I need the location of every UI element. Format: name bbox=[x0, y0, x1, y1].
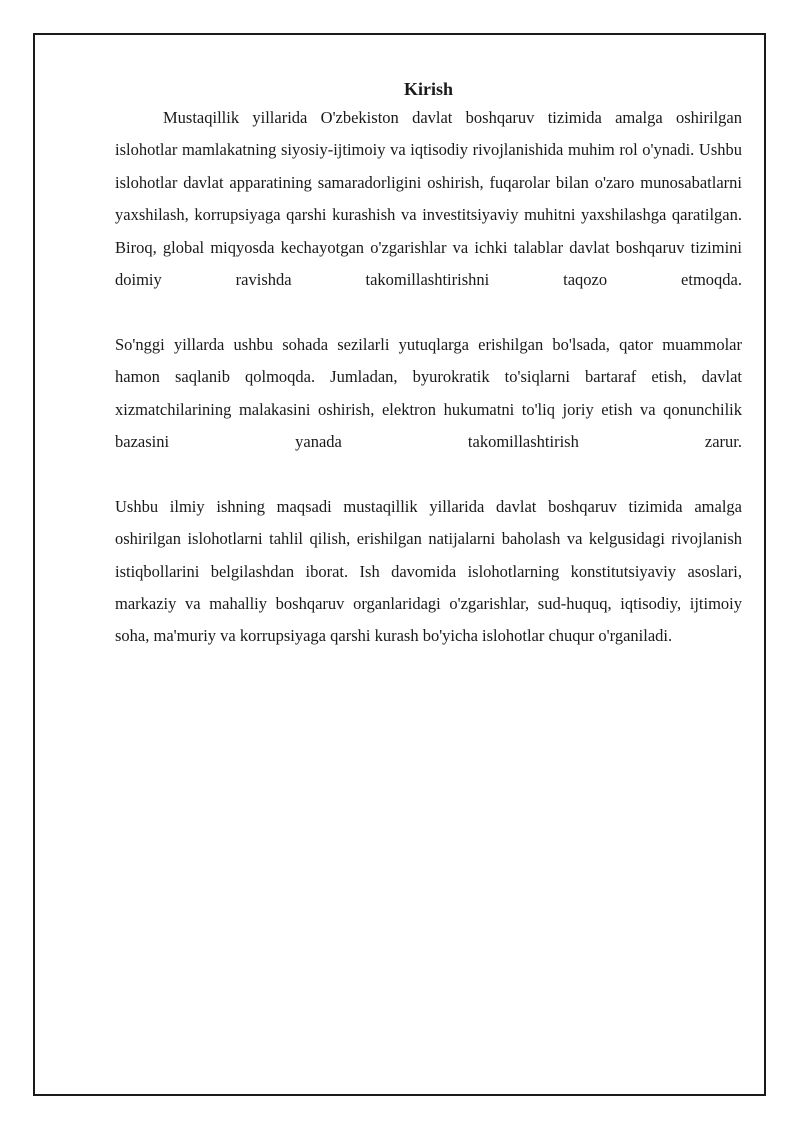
paragraph-1: Mustaqillik yillarida O'zbekiston davlat boshqaruv tizimida amalga oshirilgan islohotlar mamlakatning siyosiy-ijtimoiy va iqtisodiy rivojlanishida muhim rol o'ynadi. Ushbu islohotlar davlat apparatining samaradorligini oshirish, fuqarolar bilan o'zaro munosabatlarni yaxshilash, korrupsiyaga qarshi kurashish va investitsiyaviy muhitni yaxshilashga qaratilgan. Biroq, global miqyosda kechayotgan o'zgarishlar va ichki talablar davlat boshqaruv tizimini doimiy ravishda takomillashtirishni taqozo etmoqda. bbox=[115, 108, 742, 290]
paragraph-spacer bbox=[115, 458, 742, 490]
paragraph-3: Ushbu ilmiy ishning maqsadi mustaqillik yillarida davlat boshqaruv tizimida amalga oshirilgan islohotlarni tahlil qilish, erishilgan natijalarni baholash va kelgusidagi rivojlanish istiqbollarini belgilashdan iborat. Ish davomida islohotlarning konstitutsiyaviy asoslari, markaziy va mahalliy boshqaruv organlaridagi o'zgarishlar, sud-huquq, iqtisodiy, ijtimoiy soha, ma'muriy va korrupsiyaga qarshi kurash bo'yicha islohotlar chuqur o'rganiladi. bbox=[115, 496, 742, 646]
paragraph-spacer bbox=[115, 296, 742, 328]
paragraph-2: So'nggi yillarda ushbu sohada sezilarli yutuqlarga erishilgan bo'lsada, qator muammolar hamon saqlanib qolmoqda. Jumladan, byurokratik to'siqlarni bartaraf etish, davlat xizmatchilarining malakasini oshirish, elektron hukumatni to'liq joriy etish va qonunchilik bazasini yanada takomillashtirish zarur. bbox=[115, 334, 742, 452]
document-title: Kirish bbox=[403, 79, 453, 99]
document-body bbox=[115, 76, 742, 653]
